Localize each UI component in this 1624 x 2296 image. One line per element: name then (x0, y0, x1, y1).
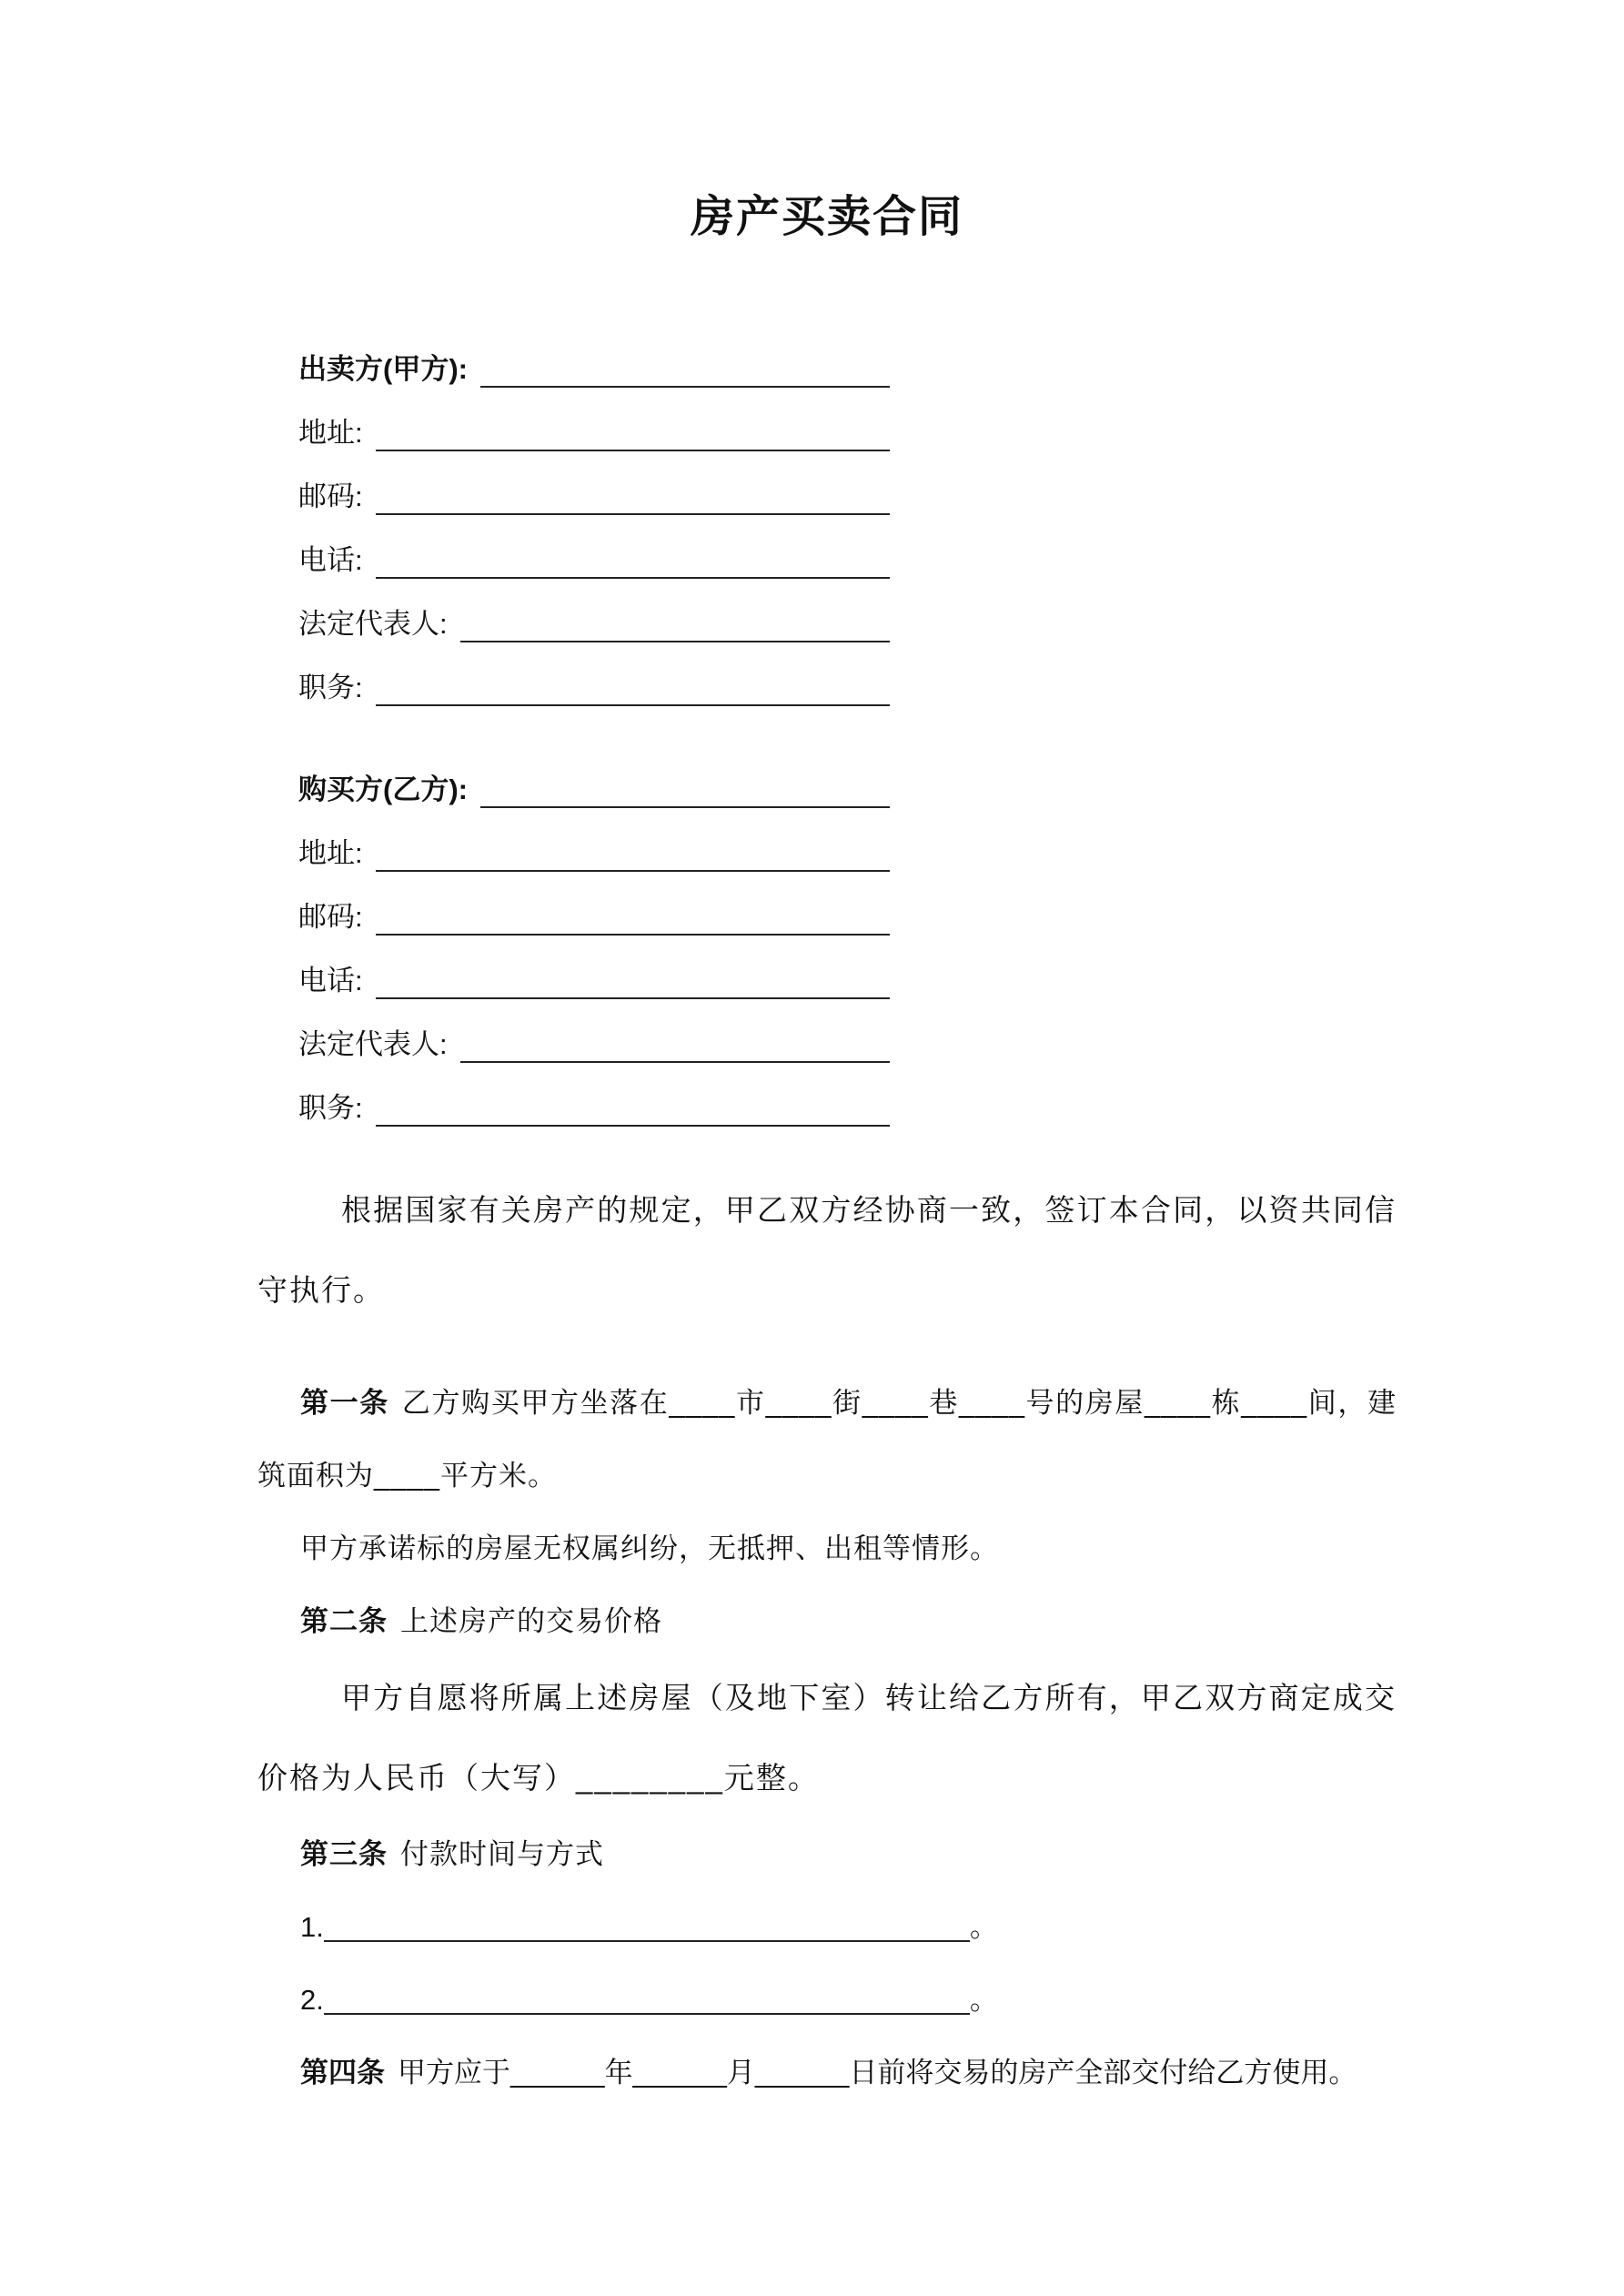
payment-item-2-prefix: 2. (300, 1984, 324, 2016)
seller-address-row (298, 388, 890, 451)
seller-phone-row (298, 515, 890, 579)
seller-position-label: 职务: (298, 672, 363, 703)
buyer-position-label: 职务: (298, 1092, 363, 1124)
preamble-paragraph: 根据国家有关房产的规定，甲乙双方经协商一致，签订本合同，以资共同信守执行。 (257, 1193, 1397, 1307)
article-1-label: 第一条 (300, 1387, 389, 1419)
buyer-postcode-row (298, 872, 890, 936)
seller-name-row (298, 324, 890, 388)
article-2-heading-text: 上述房产的交易价格 (400, 1605, 662, 1637)
article-4 (257, 2037, 1397, 2109)
payment-item-1-prefix: 1. (300, 1911, 324, 1943)
seller-phone-label: 电话: (298, 544, 363, 576)
payment-item-2-blank[interactable] (324, 1982, 970, 2015)
seller-postcode-row (298, 451, 890, 515)
buyer-section (298, 744, 890, 1127)
article-4-label: 第四条 (300, 2057, 385, 2089)
payment-item-1-blank[interactable] (324, 1909, 970, 1942)
buyer-address-blank[interactable] (376, 834, 890, 872)
article-4-text: 甲方应于______年______月______日前将交易的房产全部交付给乙方使用。 (398, 2057, 1357, 2089)
article-2-label: 第二条 (300, 1605, 388, 1637)
buyer-position-row (298, 1063, 890, 1127)
article-1-text: 乙方购买甲方坐落在____市____街____巷____号的房屋____栋____间，建筑面积为____平方米。 (257, 1387, 1397, 1492)
seller-position-blank[interactable] (376, 668, 890, 706)
seller-legal-rep-label: 法定代表人: (298, 608, 448, 640)
seller-postcode-blank[interactable] (376, 477, 890, 515)
seller-phone-blank[interactable] (376, 541, 890, 579)
buyer-postcode-blank[interactable] (376, 897, 890, 936)
buyer-party-label: 购买方(乙方): (298, 774, 468, 805)
buyer-name-blank[interactable] (480, 770, 890, 808)
payment-item-2-suffix: 。 (969, 1984, 998, 2016)
buyer-postcode-label: 邮码: (298, 901, 363, 933)
buyer-address-label: 地址: (298, 837, 363, 869)
buyer-phone-label: 电话: (298, 965, 363, 996)
buyer-legal-rep-blank[interactable] (460, 1025, 890, 1063)
document-title: 房产买卖合同 (690, 193, 963, 241)
article-1-promise: 甲方承诺标的房屋无权属纠纷，无抵押、出租等情形。 (300, 1532, 999, 1564)
seller-address-label: 地址: (298, 417, 363, 449)
article-1 (257, 1367, 1397, 1512)
buyer-address-row (298, 808, 890, 872)
seller-address-blank[interactable] (376, 413, 890, 451)
article-3-heading (257, 1818, 1397, 1891)
buyer-phone-row (298, 936, 890, 999)
seller-legal-rep-blank[interactable] (460, 604, 890, 642)
buyer-phone-blank[interactable] (376, 961, 890, 999)
article-3-label: 第三条 (300, 1838, 388, 1870)
seller-section (298, 324, 890, 706)
seller-party-label: 出卖方(甲方): (298, 353, 468, 385)
buyer-legal-rep-label: 法定代表人: (298, 1028, 448, 1060)
payment-item-1 (257, 1891, 1397, 1964)
payment-item-1-suffix: 。 (969, 1911, 998, 1943)
seller-postcode-label: 邮码: (298, 480, 363, 512)
buyer-legal-rep-row (298, 999, 890, 1063)
seller-position-row (298, 642, 890, 706)
buyer-name-row (298, 744, 890, 808)
article-3-heading-text: 付款时间与方式 (400, 1838, 604, 1870)
payment-item-2 (257, 1964, 1397, 2037)
seller-legal-rep-row (298, 579, 890, 642)
article-2-heading (257, 1585, 1397, 1658)
buyer-position-blank[interactable] (376, 1088, 890, 1127)
article-2-text: 甲方自愿将所属上述房屋（及地下室）转让给乙方所有，甲乙双方商定成交价格为人民币（大写）________元整。 (257, 1681, 1397, 1795)
seller-name-blank[interactable] (480, 349, 890, 388)
